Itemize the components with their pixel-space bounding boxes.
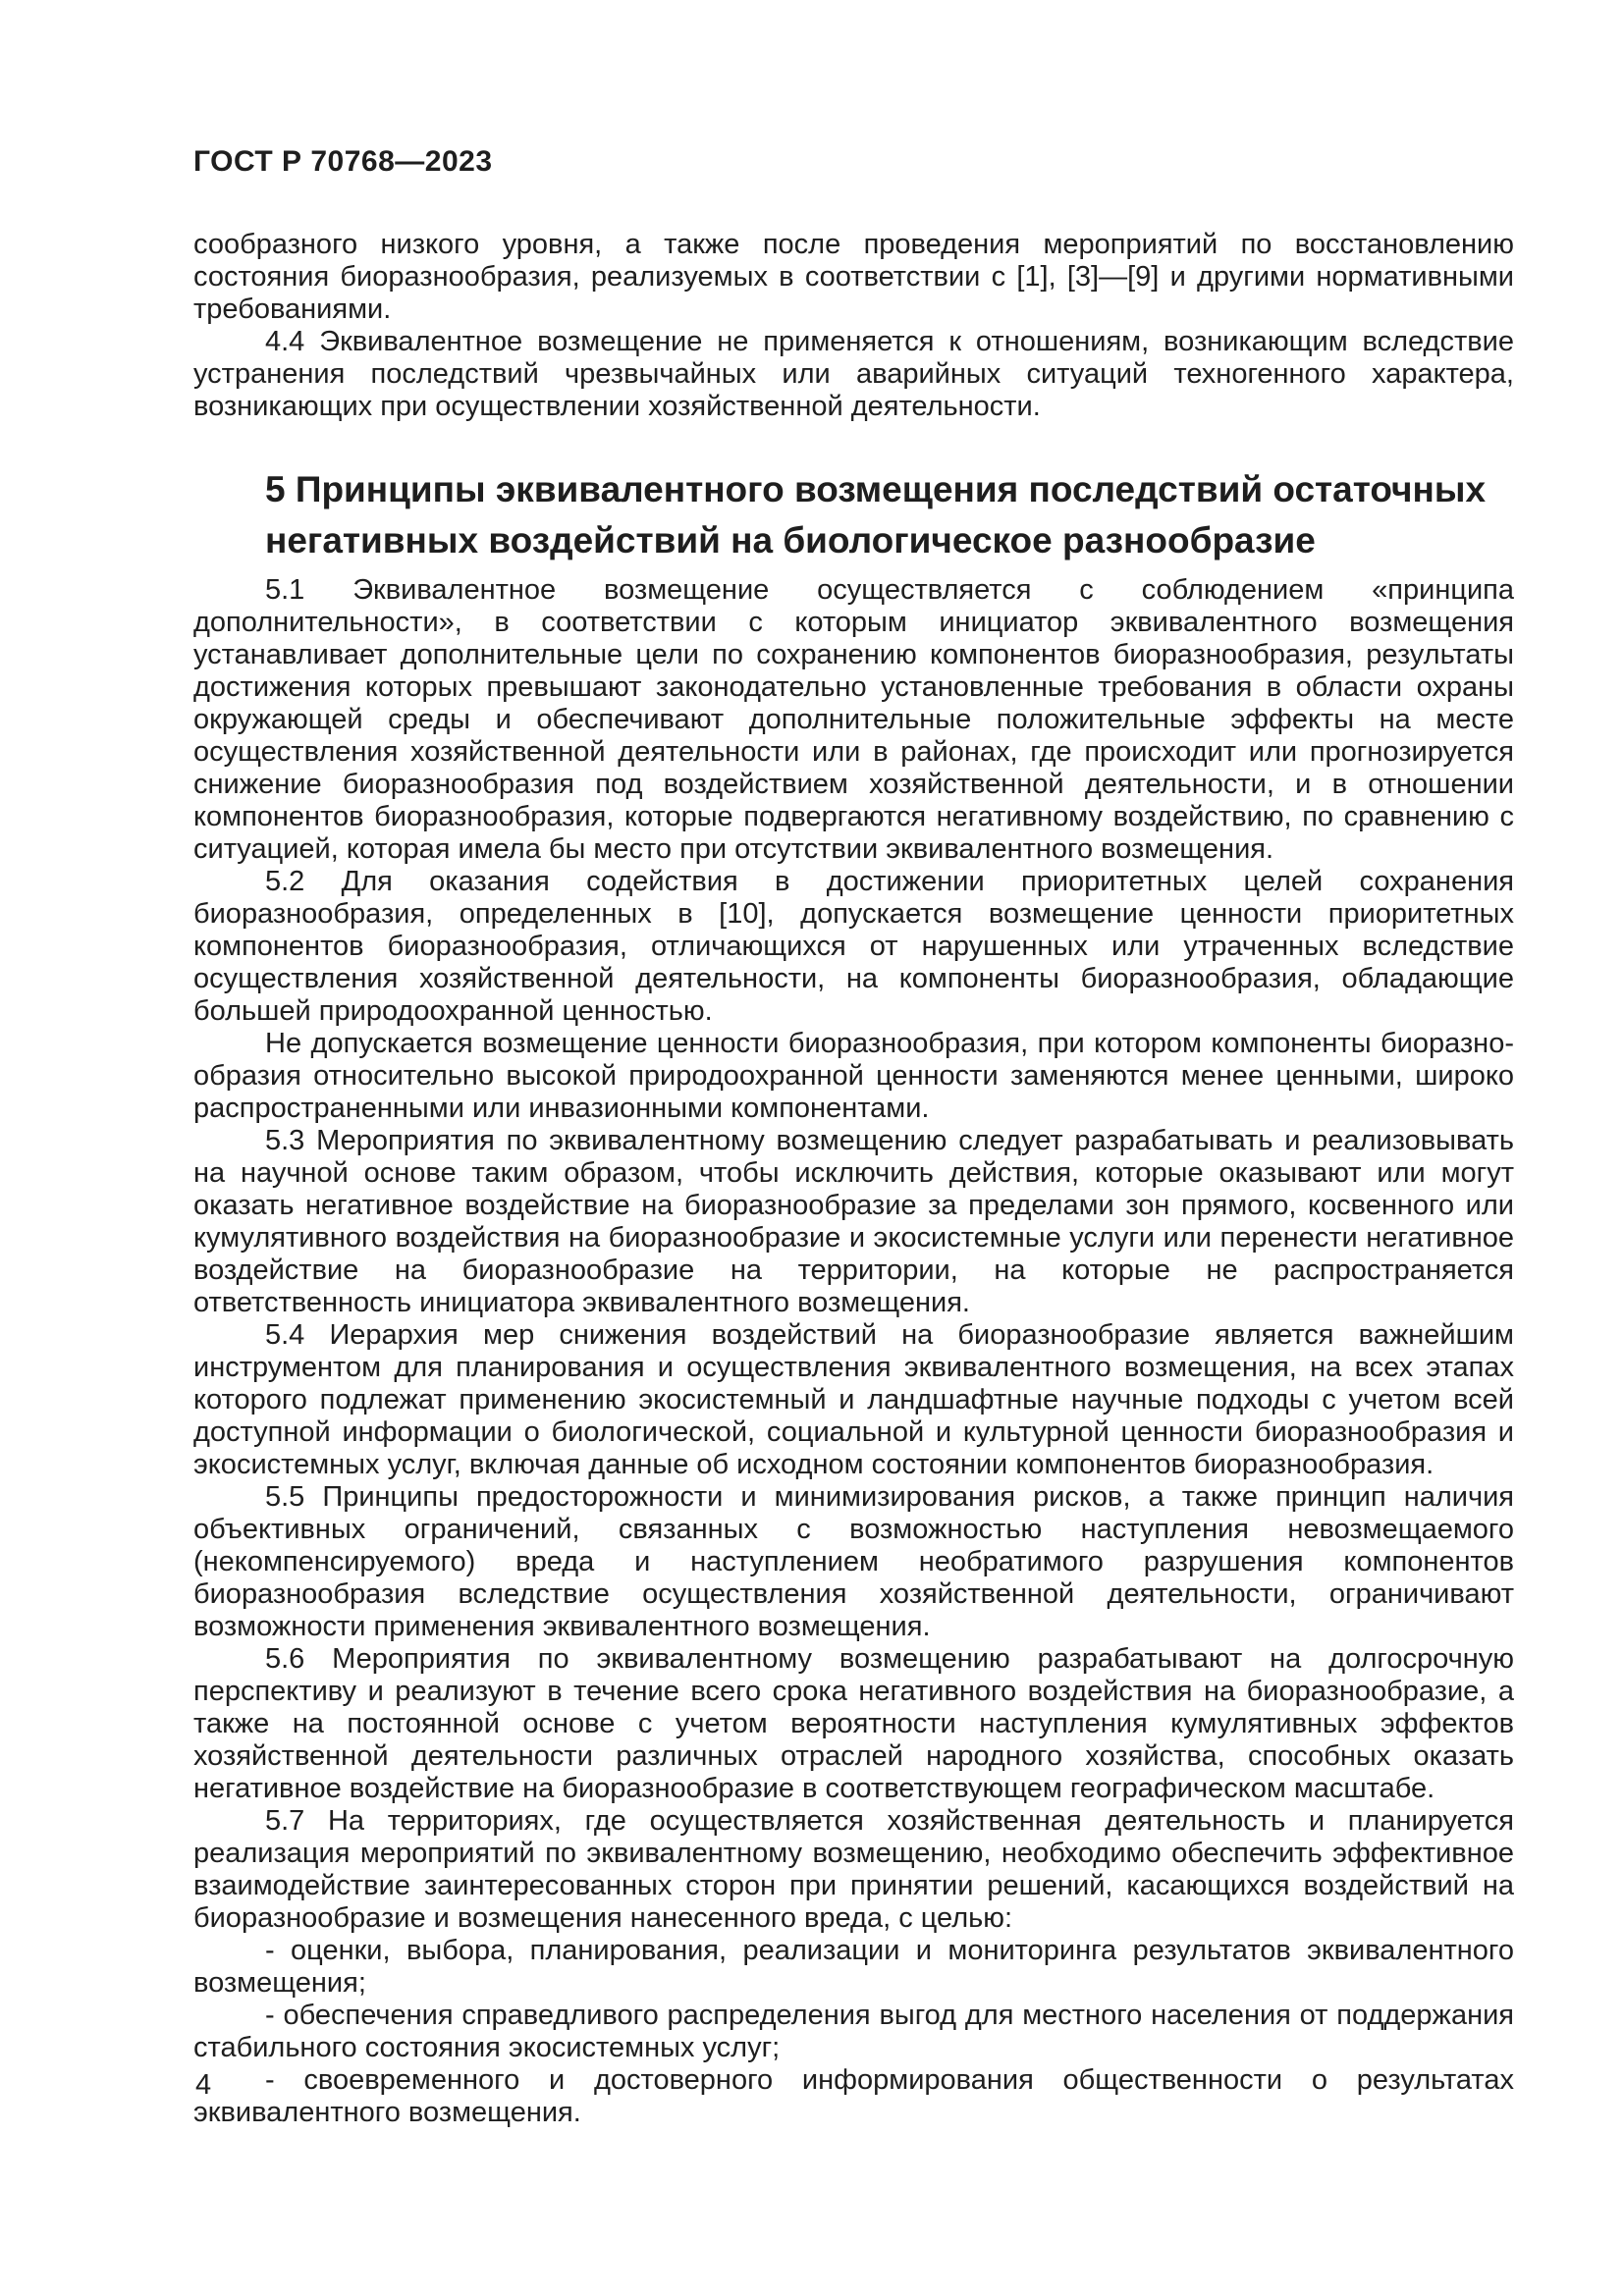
list-item-goal-3: - своевременного и достоверного информирования общественности о результатах эквивалентного возмещения.: [193, 2064, 1514, 2128]
page-number: 4: [195, 2069, 212, 2101]
list-item-goal-2: - обеспечения справедливого распределения выгод для местного населения от поддержания стабильного состояния экосистемных услуг;: [193, 2000, 1514, 2063]
paragraph-5-5: 5.5 Принципы предосторожности и минимизирования рисков, а также принцип наличия объективных ограничений, связанных с возможностью наступления невозмещаемого (некомпенсируемого) вреда и наступлением необратимого разрушения компонентов биоразнообразия вследствие осуществления хозяйственной деятельности, ограничивают возможности применения эквивалентного возмещения.: [193, 1481, 1514, 1642]
paragraph-5-1: 5.1 Эквивалентное возмещение осуществляется с соблюдением «принципа дополнительности», в соответствии с которым инициатор эквивалентного возмещения устанавливает дополнительные цели по сохранению компонентов биоразнообразия, результаты достижения которых превышают законодательно установленные требования в области охраны окружающей среды и обеспечивают дополнительные положительные эффекты на месте осуществления хозяйственной деятельности или в районах, где происходит или прогнозируется снижение биоразнообразия под воздействием хозяйственной деятельности, и в отношении компонентов биоразнообразия, которые подвергаются негативному воздействию, по сравнению с ситуацией, которая имела бы место при отсутствии эквивалентного возмещения.: [193, 574, 1514, 865]
paragraph-5-3: 5.3 Мероприятия по эквивалентному возмещению следует разрабатывать и реализовывать на научной основе таким образом, чтобы исключить действия, которые оказывают или могут оказать негативное воздействие на биоразнообразие за пределами зон прямого, косвенного или кумулятивного воздействия на биоразнообразие и экосистемные услуги или перенести негативное воздействие на биоразнообразие на территории, на которые не распространяется ответственность инициатора эквивалентного возмещения.: [193, 1125, 1514, 1318]
paragraph-5-2: 5.2 Для оказания содействия в достижении приоритетных целей сохранения биоразнообразия, определенных в [10], допускается возмещение ценности приоритетных компонентов биоразнообразия, отличающихся от нарушенных или утраченных вследствие осуществления хозяйственной деятельности, на компоненты биоразнообразия, обладающие большей природоохранной ценностью.: [193, 866, 1514, 1027]
paragraph-5-4: 5.4 Иерархия мер снижения воздействий на биоразнообразие является важнейшим инструментом для планирования и осуществления эквивалентного возмещения, на всех этапах которого подлежат применению экосистемный и ландшафтные научные подходы с учетом всей доступной информации о биологической, социальной и культурной ценности биоразнообразия и экосистемных услуг, включая данные об исходном состоянии компонентов биоразнообразия.: [193, 1319, 1514, 1480]
running-header: ГОСТ Р 70768—2023: [193, 145, 493, 178]
paragraph-5-6: 5.6 Мероприятия по эквивалентному возмещению разрабатывают на долгосрочную перспективу и реализуют в течение всего срока негативного воздействия на биоразнообразие, а также на постоянной основе с учетом вероятности наступления кумулятивных эффектов хозяйственной деятельности различных отраслей народного хозяйства, способных оказать негативное воздействие на биоразнообразие в соответствующем географическом масштабе.: [193, 1643, 1514, 1804]
body-text: [193, 229, 1514, 2129]
list-item-goal-1: - оценки, выбора, планирования, реализации и мониторинга результатов эквивалентного возмещения;: [193, 1935, 1514, 1999]
paragraph-continued: сообразного низкого уровня, а также после проведения мероприятий по восстановлению состояния биоразнообразия, реализуемых в соответствии с [1], [3]—[9] и другими нормативными требованиями.: [193, 229, 1514, 325]
paragraph-5-2-note: Не допускается возмещение ценности биоразнообразия, при котором компоненты биоразнообразия относительно высокой природоохранной ценности заменяются менее ценными, широко распространенными или инвазионными компонентами.: [193, 1028, 1514, 1124]
paragraph-5-7: 5.7 На территориях, где осуществляется хозяйственная деятельность и планируется реализация мероприятий по эквивалентному возмещению, необходимо обеспечить эффективное взаимодействие заинтересованных сторон при принятии решений, касающихся воздействий на биоразнообразие и возмещения нанесенного вреда, с целью:: [193, 1805, 1514, 1934]
section-5-heading: 5 Принципы эквивалентного возмещения последствий остаточных негативных воздействий на биологическое разнообразие: [265, 469, 1487, 561]
paragraph-4-4: 4.4 Эквивалентное возмещение не применяется к отношениям, возникающим вследствие устранения последствий чрезвычайных или аварийных ситуаций техногенного характера, возникающих при осуществлении хозяйственной деятельности.: [193, 326, 1514, 422]
